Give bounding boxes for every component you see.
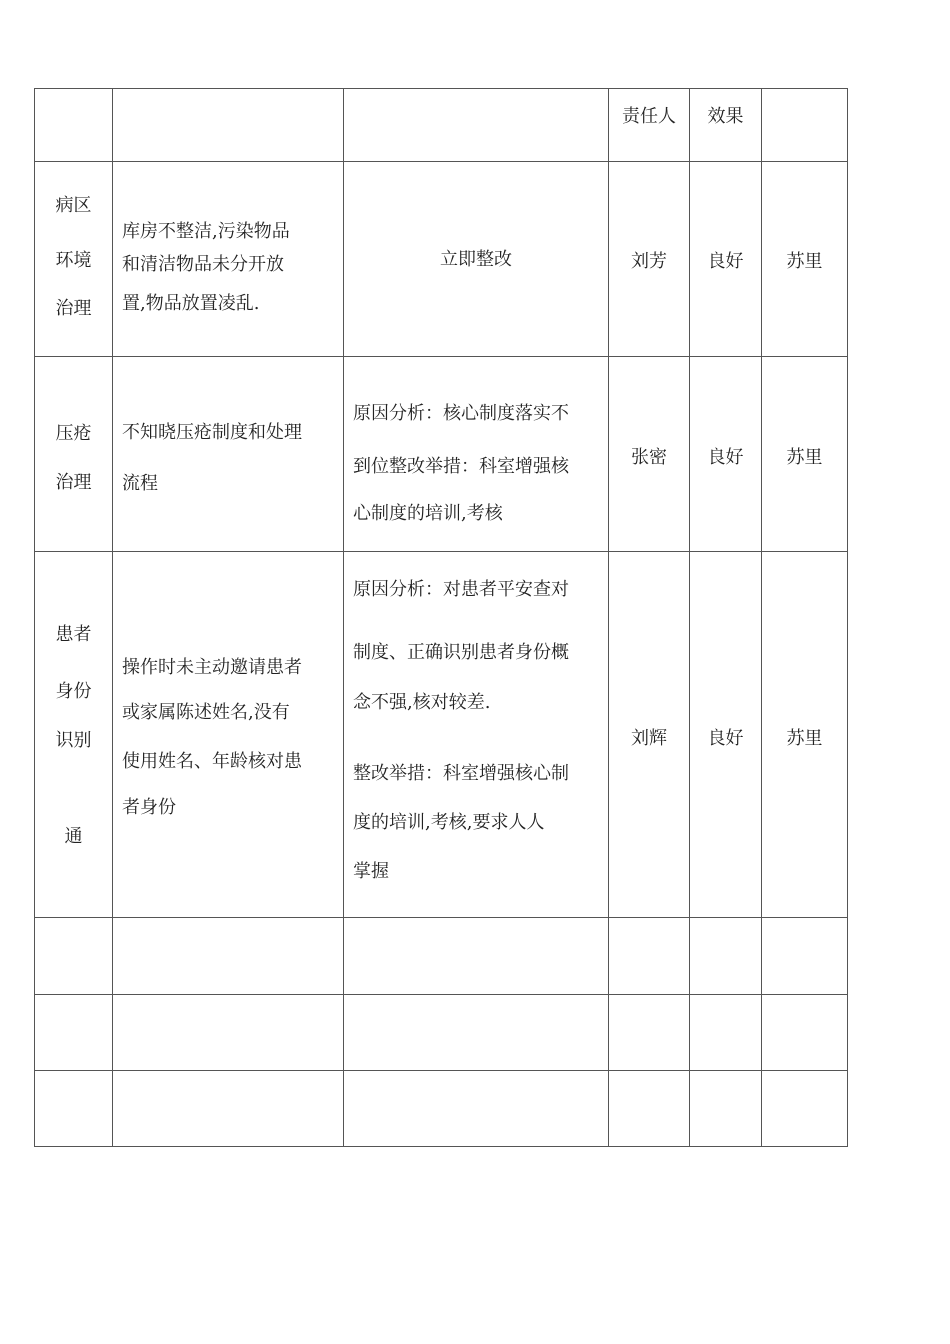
measure-cell xyxy=(344,162,609,357)
category-text: 治理 xyxy=(55,472,92,493)
table-row xyxy=(35,357,848,552)
verifier-cell xyxy=(762,552,848,918)
effect-value: 良好 xyxy=(707,728,744,749)
empty-cell xyxy=(762,1071,848,1147)
category-text: 识别 xyxy=(55,730,92,751)
category-text: 治理 xyxy=(55,298,92,319)
measure-text: 整改举措：科室增强核心制 xyxy=(353,763,569,784)
header-cell-responsible xyxy=(609,89,690,162)
category-cell xyxy=(35,552,113,918)
empty-cell xyxy=(35,1071,113,1147)
verifier-name: 苏里 xyxy=(786,251,823,272)
measure-text: 原因分析：核心制度落实不 xyxy=(353,403,569,424)
measure-text: 立即整改 xyxy=(440,249,512,270)
empty-cell xyxy=(344,918,609,995)
category-cell xyxy=(35,162,113,357)
measure-text: 心制度的培训,考核 xyxy=(353,503,503,524)
empty-cell xyxy=(113,995,344,1071)
empty-cell xyxy=(344,995,609,1071)
problem-text: 者身份 xyxy=(122,797,176,818)
empty-cell xyxy=(609,1071,690,1147)
problem-cell xyxy=(113,552,344,918)
verifier-name: 苏里 xyxy=(786,728,823,749)
problem-text: 不知晓压疮制度和处理 xyxy=(122,422,302,443)
responsible-cell xyxy=(609,552,690,918)
problem-text: 置,物品放置凌乱. xyxy=(122,293,260,314)
empty-cell xyxy=(609,995,690,1071)
rectification-table xyxy=(34,88,848,1147)
category-text: 通 xyxy=(64,826,83,847)
empty-cell xyxy=(113,1071,344,1147)
header-cell-verifier xyxy=(762,89,848,162)
measure-text: 到位整改举措：科室增强核 xyxy=(353,456,569,477)
empty-cell xyxy=(35,995,113,1071)
empty-cell xyxy=(113,918,344,995)
responsible-name: 张密 xyxy=(631,447,667,468)
empty-cell xyxy=(690,918,762,995)
effect-cell xyxy=(690,357,762,552)
responsible-cell xyxy=(609,357,690,552)
category-text: 患者 xyxy=(55,624,92,645)
problem-text: 库房不整洁,污染物品 xyxy=(122,221,290,242)
table-row xyxy=(35,552,848,918)
empty-row xyxy=(35,918,848,995)
problem-cell xyxy=(113,162,344,357)
responsible-header: 责任人 xyxy=(622,106,676,127)
category-text: 压疮 xyxy=(55,423,92,444)
effect-cell xyxy=(690,162,762,357)
measure-text: 度的培训,考核,要求人人 xyxy=(353,812,545,833)
empty-cell xyxy=(762,918,848,995)
verifier-name: 苏里 xyxy=(786,447,823,468)
category-text: 身份 xyxy=(55,681,92,702)
verifier-cell xyxy=(762,357,848,552)
header-cell-measure xyxy=(344,89,609,162)
measure-text: 掌握 xyxy=(353,861,389,882)
problem-text: 操作时未主动邀请患者 xyxy=(122,657,302,678)
measure-cell xyxy=(344,357,609,552)
table-row xyxy=(35,162,848,357)
category-text: 病区 xyxy=(55,195,92,216)
verifier-cell xyxy=(762,162,848,357)
category-text: 环境 xyxy=(55,250,92,271)
empty-row xyxy=(35,995,848,1071)
empty-cell xyxy=(344,1071,609,1147)
effect-value: 良好 xyxy=(707,447,744,468)
header-cell-effect xyxy=(690,89,762,162)
responsible-name: 刘芳 xyxy=(631,251,667,272)
problem-text: 流程 xyxy=(122,473,158,494)
header-row xyxy=(35,89,848,162)
problem-text: 和清洁物品未分开放 xyxy=(122,254,284,275)
empty-cell xyxy=(690,995,762,1071)
category-cell xyxy=(35,357,113,552)
problem-text: 或家属陈述姓名,没有 xyxy=(122,702,290,723)
empty-row xyxy=(35,1071,848,1147)
measure-text: 原因分析：对患者平安查对 xyxy=(353,579,569,600)
responsible-cell xyxy=(609,162,690,357)
measure-text: 念不强,核对较差. xyxy=(353,692,491,713)
header-cell-category xyxy=(35,89,113,162)
empty-cell xyxy=(609,918,690,995)
empty-cell xyxy=(35,918,113,995)
header-cell-problem xyxy=(113,89,344,162)
empty-cell xyxy=(762,995,848,1071)
problem-text: 使用姓名、年龄核对患 xyxy=(122,751,302,772)
measure-text: 制度、正确识别患者身份概 xyxy=(353,642,569,663)
effect-value: 良好 xyxy=(707,251,744,272)
effect-header: 效果 xyxy=(707,106,744,127)
effect-cell xyxy=(690,552,762,918)
measure-cell xyxy=(344,552,609,918)
problem-cell xyxy=(113,357,344,552)
empty-cell xyxy=(690,1071,762,1147)
responsible-name: 刘辉 xyxy=(631,728,667,749)
